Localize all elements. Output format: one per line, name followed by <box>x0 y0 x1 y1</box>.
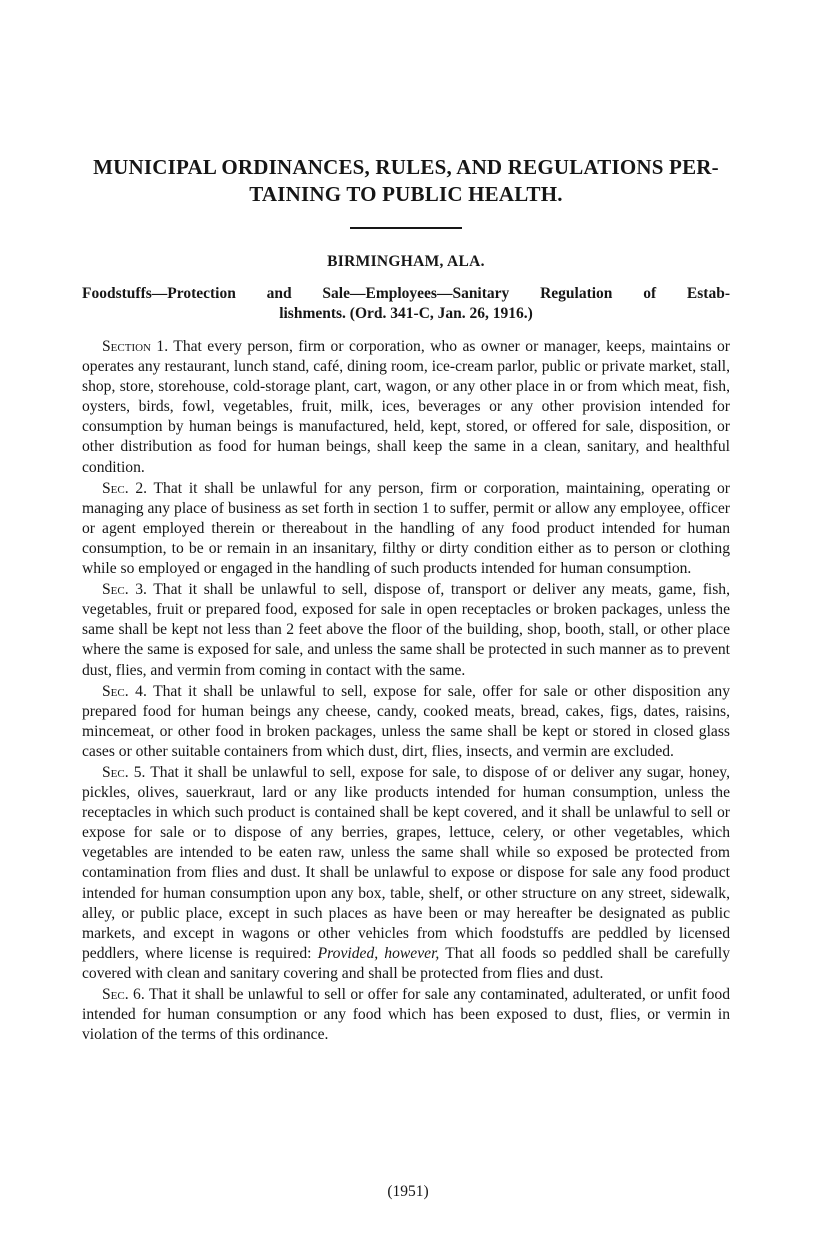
section-2 <box>82 479 730 579</box>
section-text-continued: That all foods so peddled shall be carefully covered with clean and sanitary covering and shall be protected from flies and dust. <box>82 944 731 982</box>
section-label: Sec. 5. <box>102 763 146 781</box>
section-4 <box>82 682 730 762</box>
ordinance-sections <box>82 337 730 1045</box>
section-text: That it shall be unlawful to sell, expose for sale, to dispose of or deliver any sugar, honey, pickles, olives, sauerkraut, lard or any like products intended for human consumption, unless the receptacles in which such product is contained shall be kept covered, and it shall be unlawful to sell or expose for sale or to dispose of any berries, grapes, lettuce, celery, or other vegetables, which vegetables are intended to be eaten raw, unless the same shall while so exposed be protected from contamination from flies and dust. It shall be unlawful to expose or dispose for sale any food product intended for human consumption upon any box, table, shelf, or other structure on any street, sidewalk, alley, or public place, except in such places as have been or may hereafter be designated as public markets, and except in wagons or other vehicles from which foodstuffs are peddled by licensed peddlers, where license is required: <box>82 763 730 962</box>
section-text: That it shall be unlawful to sell, dispose of, transport or deliver any meats, game, fish, vegetables, fruit or prepared food, exposed for sale in open receptacles or broken packages, unless the same shall be kept not less than 2 feet above the floor of the building, shop, booth, stall, or other place where the same is exposed for sale, and unless the same shall be protected in such manner as to prevent dust, flies, and vermin from coming in contact with the same. <box>82 581 730 679</box>
section-5 <box>82 763 730 984</box>
section-1 <box>82 337 730 478</box>
section-label: Sec. 6. <box>102 986 145 1003</box>
section-6 <box>82 985 730 1045</box>
ordinance-heading <box>82 284 730 324</box>
title-divider <box>350 227 462 229</box>
section-3 <box>82 580 730 680</box>
section-label: Sec. 3. <box>102 581 147 599</box>
page-title <box>82 154 730 208</box>
section-text: That every person, firm or corporation, who as owner or manager, keeps, maintains or operates any restaurant, lunch stand, café, dining room, ice-cream parlor, public or private market, stall, shop, store, storehouse, cold-storage plant, cart, wagon, or any other place in or from which meat, fish, oysters, birds, fowl, vegetables, fruit, milk, ices, beverages or any other provision intended for consumption by human beings is manufactured, held, kept, stored, or offered for sale, disposition, or other distribution as food for human beings, shall keep the same in a clean, sanitary, and healthful condition. <box>82 338 731 476</box>
section-text: That it shall be unlawful for any person, firm or corporation, maintaining, operating or managing any place of business as set forth in section 1 to suffer, permit or allow any employee, officer or agent employed therein or thereabout in the handling of any food product intended for human consumption, to be or remain in an insanitary, filthy or dirty condition either as to person or clothing while so employed or engaged in the handling of such products intended for human consumption. <box>82 479 730 578</box>
page-title-line-1: MUNICIPAL ORDINANCES, RULES, AND REGULATIONS PER- <box>93 155 719 179</box>
city-heading: BIRMINGHAM, ALA. <box>327 253 485 270</box>
section-label: Section 1. <box>102 338 169 355</box>
section-proviso: Provided, however, <box>317 944 440 962</box>
ordinance-heading-line-1: Foodstuffs—Protection and Sale—Employees—Sanitary Regulation of Estab- <box>82 285 730 302</box>
section-label: Sec. 2. <box>102 479 148 497</box>
section-text: That it shall be unlawful to sell or offer for sale any contaminated, adulterated, or unfit food intended for human consumption or any food which has been exposed to dust, flies, or vermin in violation of the terms of this ordinance. <box>82 986 730 1044</box>
document-page <box>82 154 730 1046</box>
page-title-line-2: TAINING TO PUBLIC HEALTH. <box>249 182 563 206</box>
section-label: Sec. 4. <box>102 682 147 700</box>
section-text: That it shall be unlawful to sell, expose for sale, offer for sale or other disposition any prepared food for human beings any cheese, candy, cooked meats, bread, cakes, figs, dates, raisins, mincemeat, or other food in broken packages, unless the same shall be kept or stored in closed glass cases or other suitable containers from which dust, dirt, flies, insects, and vermin are excluded. <box>82 682 730 760</box>
ordinance-heading-line-2: lishments. (Ord. 341-C, Jan. 26, 1916.) <box>279 305 533 322</box>
page-number: (1951) <box>387 1183 429 1200</box>
